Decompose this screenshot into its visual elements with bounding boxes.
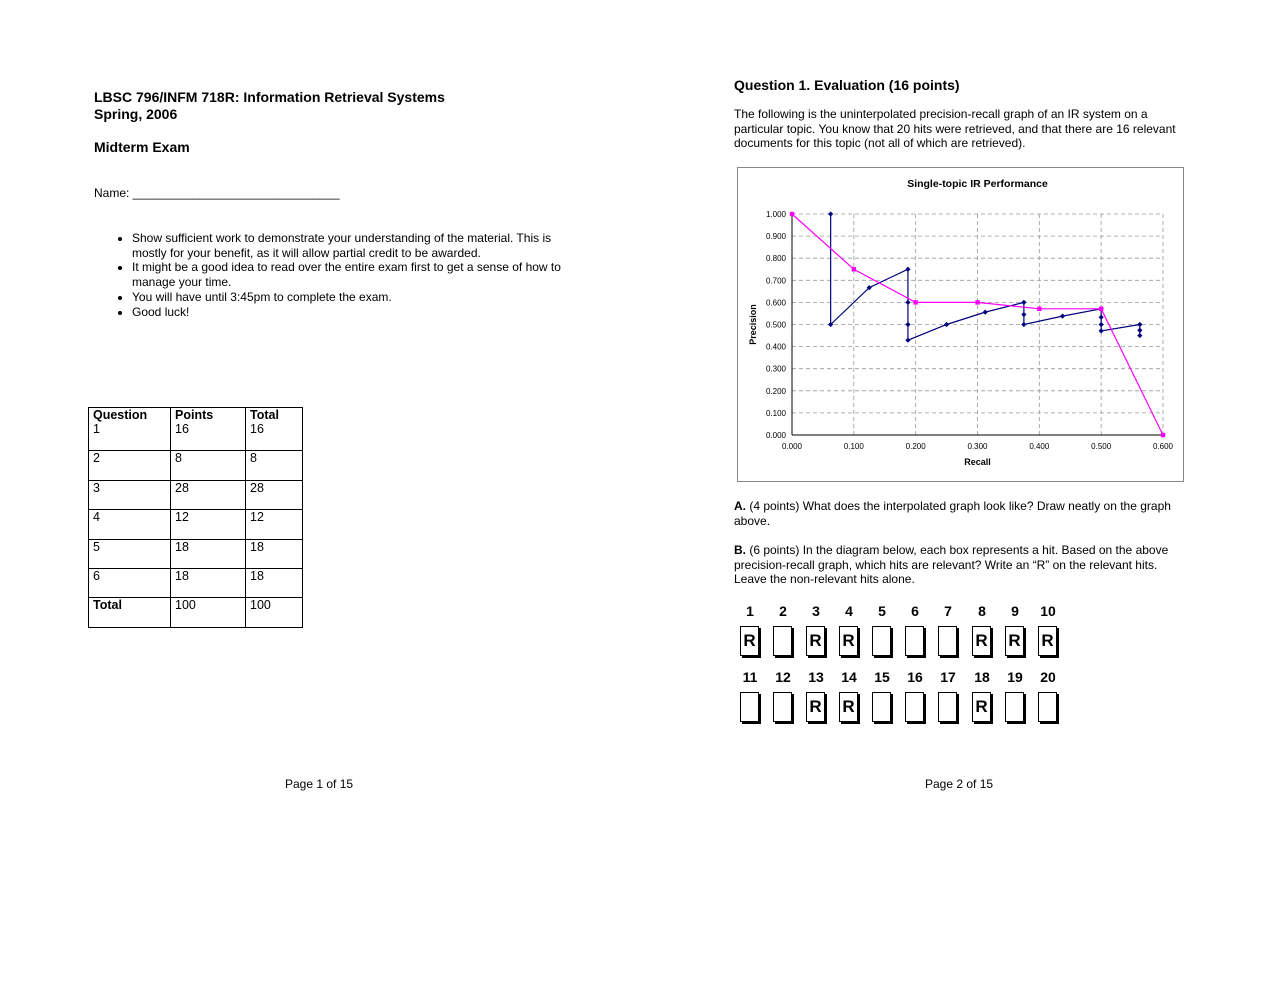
table-cell: 28 [246,480,303,509]
y-tick-label: 0.100 [765,408,786,418]
instruction-item: • It might be a good idea to read over the entire exam first to get a sense of how to manage your time. [132,260,562,289]
hit-box[interactable] [972,692,992,723]
hit-relevance-mark: R [809,631,822,650]
hit-box-shadow [825,694,827,724]
hit-number: 13 [808,669,824,685]
table-cell: 18 [246,568,303,597]
hit-box-shadow [974,722,993,724]
interpolated-point [1099,307,1103,311]
table-cell: 100 [171,598,246,627]
hit-box[interactable] [905,626,925,657]
chart-title: Single-topic IR Performance [907,178,1048,190]
hit-box-shadow [841,656,860,658]
question-title: Question 1. Evaluation (16 points) [734,77,960,93]
interpolated-point [1037,307,1041,311]
x-tick-label: 0.400 [1029,442,1050,451]
hit-box-page [938,626,957,656]
hit-box-shadow [759,628,761,658]
hit-box-shadow [858,694,860,724]
hit-box-shadow [974,656,993,658]
hit-box[interactable] [938,626,958,657]
table-header-cell: Question [89,408,171,423]
y-tick-label: 0.700 [765,276,786,286]
exam-title: Midterm Exam [94,139,190,155]
hit-box-page [1038,692,1057,722]
hit-box[interactable] [938,692,958,723]
hit-number: 20 [1040,669,1056,685]
course-title: LBSC 796/INFM 718R: Information Retrieval Systems [94,89,445,105]
hit-box-page [773,692,792,722]
hit-box-shadow [775,722,794,724]
hit-box-shadow [808,656,827,658]
hit-number: 9 [1011,603,1019,619]
hit-number: 2 [779,603,787,619]
hit-number: 11 [742,669,758,685]
hit-box-shadow [1040,722,1059,724]
hit-box-shadow [775,656,794,658]
y-tick-label: 0.600 [765,298,786,308]
hit-box-shadow [924,628,926,658]
hit-box[interactable] [839,626,859,657]
table-cell: 18 [171,568,246,597]
hit-box-shadow [792,694,794,724]
hit-number: 12 [775,669,791,685]
hit-box-page [1005,692,1024,722]
hit-box-shadow [1007,656,1026,658]
instruction-item: • You will have until 3:45pm to complete the exam. [132,290,562,305]
instruction-item: • Show sufficient work to demonstrate your understanding of the material. This is mostly for your benefit, as it will allow partial credit to be awarded. [132,231,562,260]
hit-number: 15 [874,669,890,685]
hit-number: 14 [841,669,857,685]
x-tick-label: 0.100 [843,442,864,451]
interpolated-point [790,212,794,216]
hit-relevance-mark: R [809,697,822,716]
hit-box-shadow [940,722,959,724]
hit-box-page [872,626,891,656]
hit-box-page [872,692,891,722]
hit-relevance-mark: R [842,631,855,650]
hit-box-page [938,692,957,722]
interpolated-point [852,267,856,271]
table-row [89,568,303,597]
hit-box-shadow [1007,722,1026,724]
hit-box[interactable] [872,626,892,657]
hit-box-shadow [907,722,926,724]
hit-relevance-mark: R [975,697,988,716]
hit-box-shadow [1024,628,1026,658]
hit-number: 17 [940,669,956,685]
hit-box-shadow [991,694,993,724]
instruction-item: • Good luck! [132,305,562,320]
hit-box-shadow [792,628,794,658]
hit-number: 6 [911,603,919,619]
table-row [89,451,303,480]
table-cell: 18 [246,539,303,568]
hit-box-page [773,626,792,656]
y-tick-label: 0.300 [765,364,786,374]
table-row [89,422,303,451]
question-intro: The following is the uninterpolated precision-recall graph of an IR system on a particular topic. You know that 20 hits were retrieved, and that there are 16 relevant documents for this topic (not all of which are retrieved). [734,107,1176,151]
hit-box[interactable] [1005,626,1025,657]
hit-box[interactable] [905,692,925,723]
hit-box[interactable] [806,692,826,723]
hit-box-shadow [1057,694,1059,724]
table-cell: 18 [171,539,246,568]
table-header-cell: Total [246,408,303,423]
hit-number: 5 [878,603,886,619]
hit-box-shadow [891,694,893,724]
hit-box[interactable] [839,692,859,723]
x-tick-label: 0.600 [1152,442,1174,451]
hit-box-page [905,626,924,656]
table-row [89,510,303,539]
hit-box[interactable] [1038,626,1058,657]
hit-box-shadow [825,628,827,658]
hit-box-shadow [1057,628,1059,658]
hit-box-shadow [907,656,926,658]
table-cell: 3 [89,480,171,509]
hit-relevance-mark: R [743,631,756,650]
hit-box[interactable] [1038,692,1058,723]
hit-box[interactable] [740,692,760,723]
table-row [89,480,303,509]
hit-box-shadow [891,628,893,658]
y-tick-label: 0.900 [765,232,786,242]
table-cell: 16 [171,422,246,451]
x-tick-label: 0.500 [1091,442,1112,451]
chart-frame [737,167,1184,482]
name-line: Name: _______________________________ [94,186,340,200]
part-a-text: (4 points) What does the interpolated graph look like? Draw neatly on the graph above. [734,499,1171,528]
y-tick-label: 0.400 [765,342,786,352]
hit-box[interactable] [872,692,892,723]
table-total-row [89,598,303,627]
hit-box-page [740,692,759,722]
hit-box[interactable] [773,692,793,723]
table-cell: 100 [246,598,303,627]
interpolated-point [1161,433,1165,437]
hit-box-shadow [858,628,860,658]
hit-box-shadow [924,694,926,724]
hit-box-shadow [759,694,761,724]
y-axis-label: Precision [748,304,758,345]
hit-box-shadow [957,628,959,658]
hit-box[interactable] [972,626,992,657]
hit-box[interactable] [740,626,760,657]
x-tick-label: 0.200 [905,442,926,451]
hit-box-shadow [991,628,993,658]
hit-relevance-mark: R [1041,631,1054,650]
hit-box-shadow [742,722,761,724]
term: Spring, 2006 [94,106,178,122]
hit-box-shadow [1040,656,1059,658]
table-cell: 1 [89,422,171,451]
hit-number: 19 [1007,669,1023,685]
table-cell: 12 [246,510,303,539]
part-b-text: (6 points) In the diagram below, each box represents a hit. Based on the above precision-recall graph, which hits are relevant? Write an “R” on the relevant hits. Leave the non-relevant hits alone. [734,543,1169,587]
points-table [88,407,303,628]
y-tick-label: 0.500 [765,320,786,330]
part-a-label: A. [734,499,746,513]
x-axis-label: Recall [964,457,991,467]
hit-box-shadow [957,694,959,724]
table-header-row [89,408,303,423]
x-tick-label: 0.000 [781,442,803,451]
hit-number: 16 [907,669,923,685]
table-cell: 16 [246,422,303,451]
table-cell: 8 [171,451,246,480]
page-footer-1: Page 1 of 15 [285,777,354,791]
table-cell: Total [89,598,171,627]
hit-number: 10 [1040,603,1056,619]
hit-box-page [905,692,924,722]
x-tick-label: 0.300 [967,442,988,451]
table-cell: 4 [89,510,171,539]
hit-box-shadow [808,722,827,724]
hit-box-shadow [1024,694,1026,724]
table-cell: 28 [171,480,246,509]
table-header-cell: Points [171,408,246,423]
hit-number: 18 [974,669,990,685]
hit-box[interactable] [773,626,793,657]
y-tick-label: 0.000 [765,431,786,440]
hit-number: 1 [746,603,754,619]
hit-box-shadow [940,656,959,658]
hit-relevance-mark: R [842,697,855,716]
table-cell: 2 [89,451,171,480]
table-cell: 5 [89,539,171,568]
part-a [734,499,1179,528]
hit-relevance-mark: R [1008,631,1021,650]
hit-box-shadow [874,656,893,658]
instructions-list [114,231,562,319]
hit-number: 7 [944,603,952,619]
hit-box-shadow [742,656,761,658]
precision-recall-chart [738,168,1183,481]
table-cell: 8 [246,451,303,480]
hit-number: 8 [978,603,986,619]
hit-number: 3 [812,603,820,619]
hit-box[interactable] [1005,692,1025,723]
y-tick-label: 0.800 [765,254,786,264]
y-tick-label: 1.000 [765,210,786,219]
hit-number: 4 [845,603,853,619]
hit-relevance-mark: R [975,631,988,650]
part-b-label: B. [734,543,746,557]
page-footer-2: Page 2 of 15 [925,777,994,791]
interpolated-point [913,300,917,304]
y-tick-label: 0.200 [765,386,786,396]
table-cell: 12 [171,510,246,539]
table-row [89,539,303,568]
hit-box-shadow [874,722,893,724]
part-b [734,543,1179,587]
interpolated-point [975,300,979,304]
hit-box-shadow [841,722,860,724]
hit-box[interactable] [806,626,826,657]
table-cell: 6 [89,568,171,597]
